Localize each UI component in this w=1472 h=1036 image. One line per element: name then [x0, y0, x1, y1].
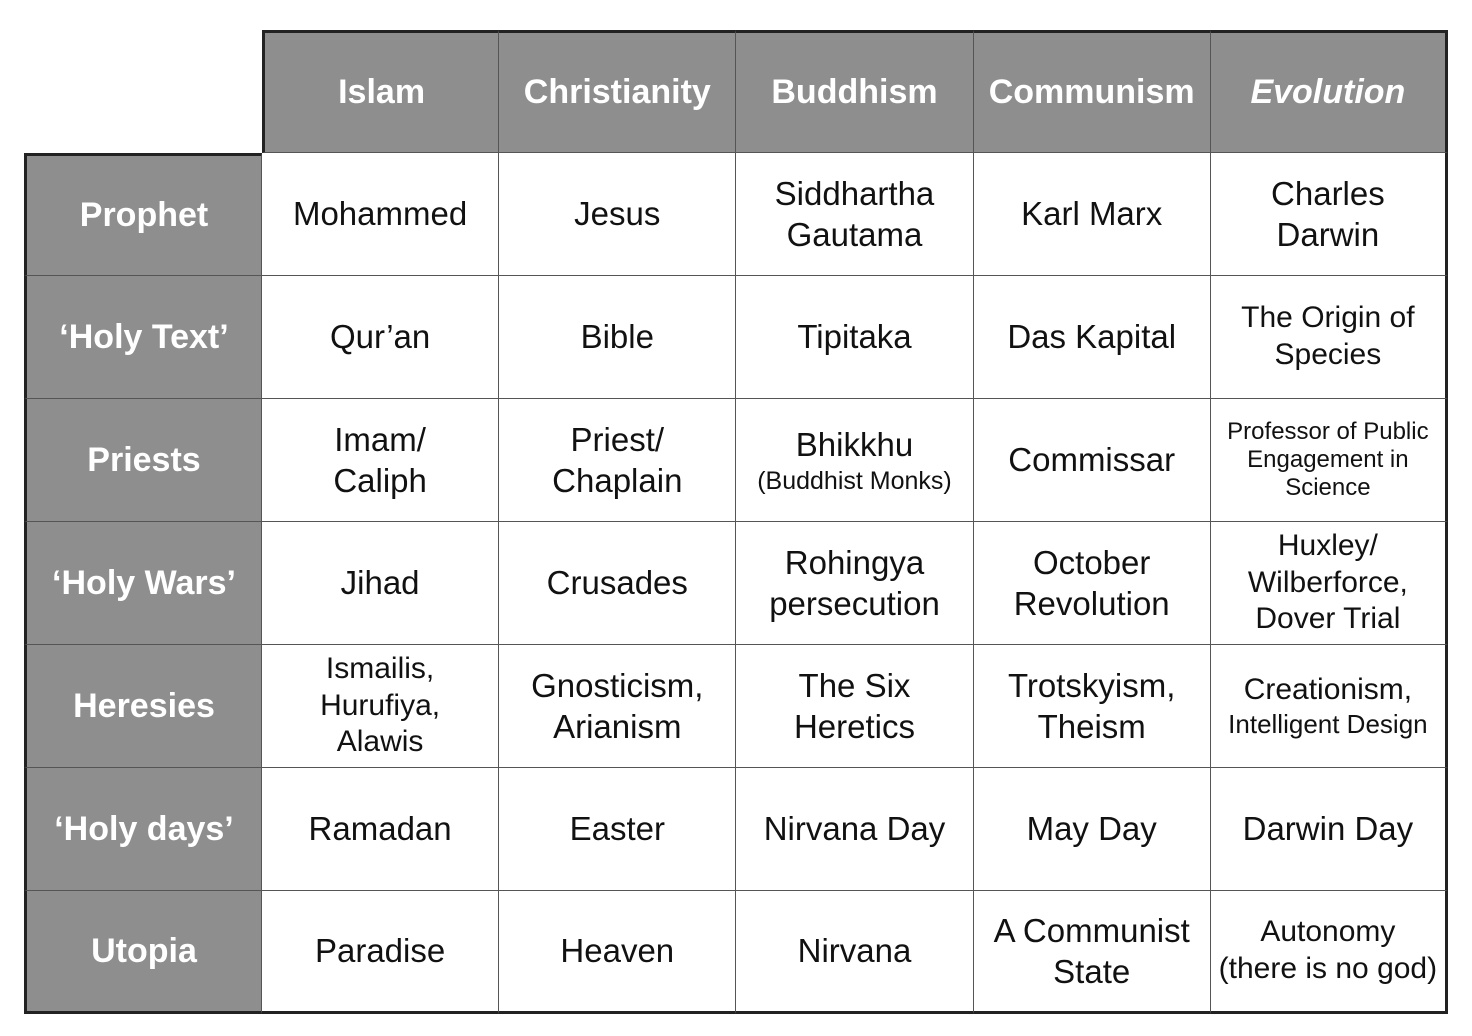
table-cell: Darwin Day	[1211, 768, 1448, 891]
table-cell: Crusades	[499, 522, 736, 645]
row-header-holy-wars: ‘Holy Wars’	[24, 522, 262, 645]
table-cell: Ismailis, Hurufiya, Alawis	[262, 645, 499, 768]
column-header-communism: Communism	[974, 30, 1211, 153]
table-cell: Charles Darwin	[1211, 153, 1448, 276]
column-header-evolution: Evolution	[1211, 30, 1448, 153]
table-cell: Tipitaka	[736, 276, 973, 399]
table-cell: Heaven	[499, 891, 736, 1014]
table-cell: Priest/ Chaplain	[499, 399, 736, 522]
row-header-holy-text: ‘Holy Text’	[24, 276, 262, 399]
table-cell: Nirvana	[736, 891, 973, 1014]
table-cell	[736, 399, 973, 522]
row-header-prophet: Prophet	[24, 153, 262, 276]
cell-main-text: Bhikkhu	[795, 426, 914, 464]
table-cell: Easter	[499, 768, 736, 891]
column-header-islam: Islam	[262, 30, 499, 153]
table-cell: Nirvana Day	[736, 768, 973, 891]
cell-note-text: (there is no god)	[1218, 952, 1438, 985]
table-cell: Trotskyism, Theism	[974, 645, 1211, 768]
table-cell: A Communist State	[974, 891, 1211, 1014]
table-cell: The Six Heretics	[736, 645, 973, 768]
table-cell: Karl Marx	[974, 153, 1211, 276]
table-cell: May Day	[974, 768, 1211, 891]
cell-note-text: (Buddhist Monks)	[757, 466, 952, 495]
table-cell: Jesus	[499, 153, 736, 276]
table-cell: Ramadan	[262, 768, 499, 891]
cell-main-text: Creationism,	[1243, 673, 1413, 707]
table-cell: Huxley/ Wilberforce, Dover Trial	[1211, 522, 1448, 645]
row-header-holy-days: ‘Holy days’	[24, 768, 262, 891]
comparison-table	[24, 30, 1448, 1014]
table-cell: Das Kapital	[974, 276, 1211, 399]
table-cell: Gnosticism, Arianism	[499, 645, 736, 768]
table-cell	[1211, 645, 1448, 768]
cell-main-text: Autonomy	[1260, 915, 1396, 949]
table-cell: Jihad	[262, 522, 499, 645]
table-cell: October Revolution	[974, 522, 1211, 645]
table-cell: Commissar	[974, 399, 1211, 522]
table-cell: Rohingya persecution	[736, 522, 973, 645]
column-header-christianity: Christianity	[499, 30, 736, 153]
row-header-utopia: Utopia	[24, 891, 262, 1014]
table-cell: The Origin of Species	[1211, 276, 1448, 399]
row-header-heresies: Heresies	[24, 645, 262, 768]
table-cell: Professor of Public Engagement in Science	[1211, 399, 1448, 522]
column-header-buddhism: Buddhism	[736, 30, 973, 153]
table-cell: Siddhartha Gautama	[736, 153, 973, 276]
cell-note-text: Intelligent Design	[1228, 708, 1428, 739]
table-cell: Paradise	[262, 891, 499, 1014]
table-cell: Bible	[499, 276, 736, 399]
row-header-priests: Priests	[24, 399, 262, 522]
table-cell	[1211, 891, 1448, 1014]
table-cell: Qur’an	[262, 276, 499, 399]
table-cell: Mohammed	[262, 153, 499, 276]
table-cell: Imam/ Caliph	[262, 399, 499, 522]
table-corner	[24, 30, 262, 153]
